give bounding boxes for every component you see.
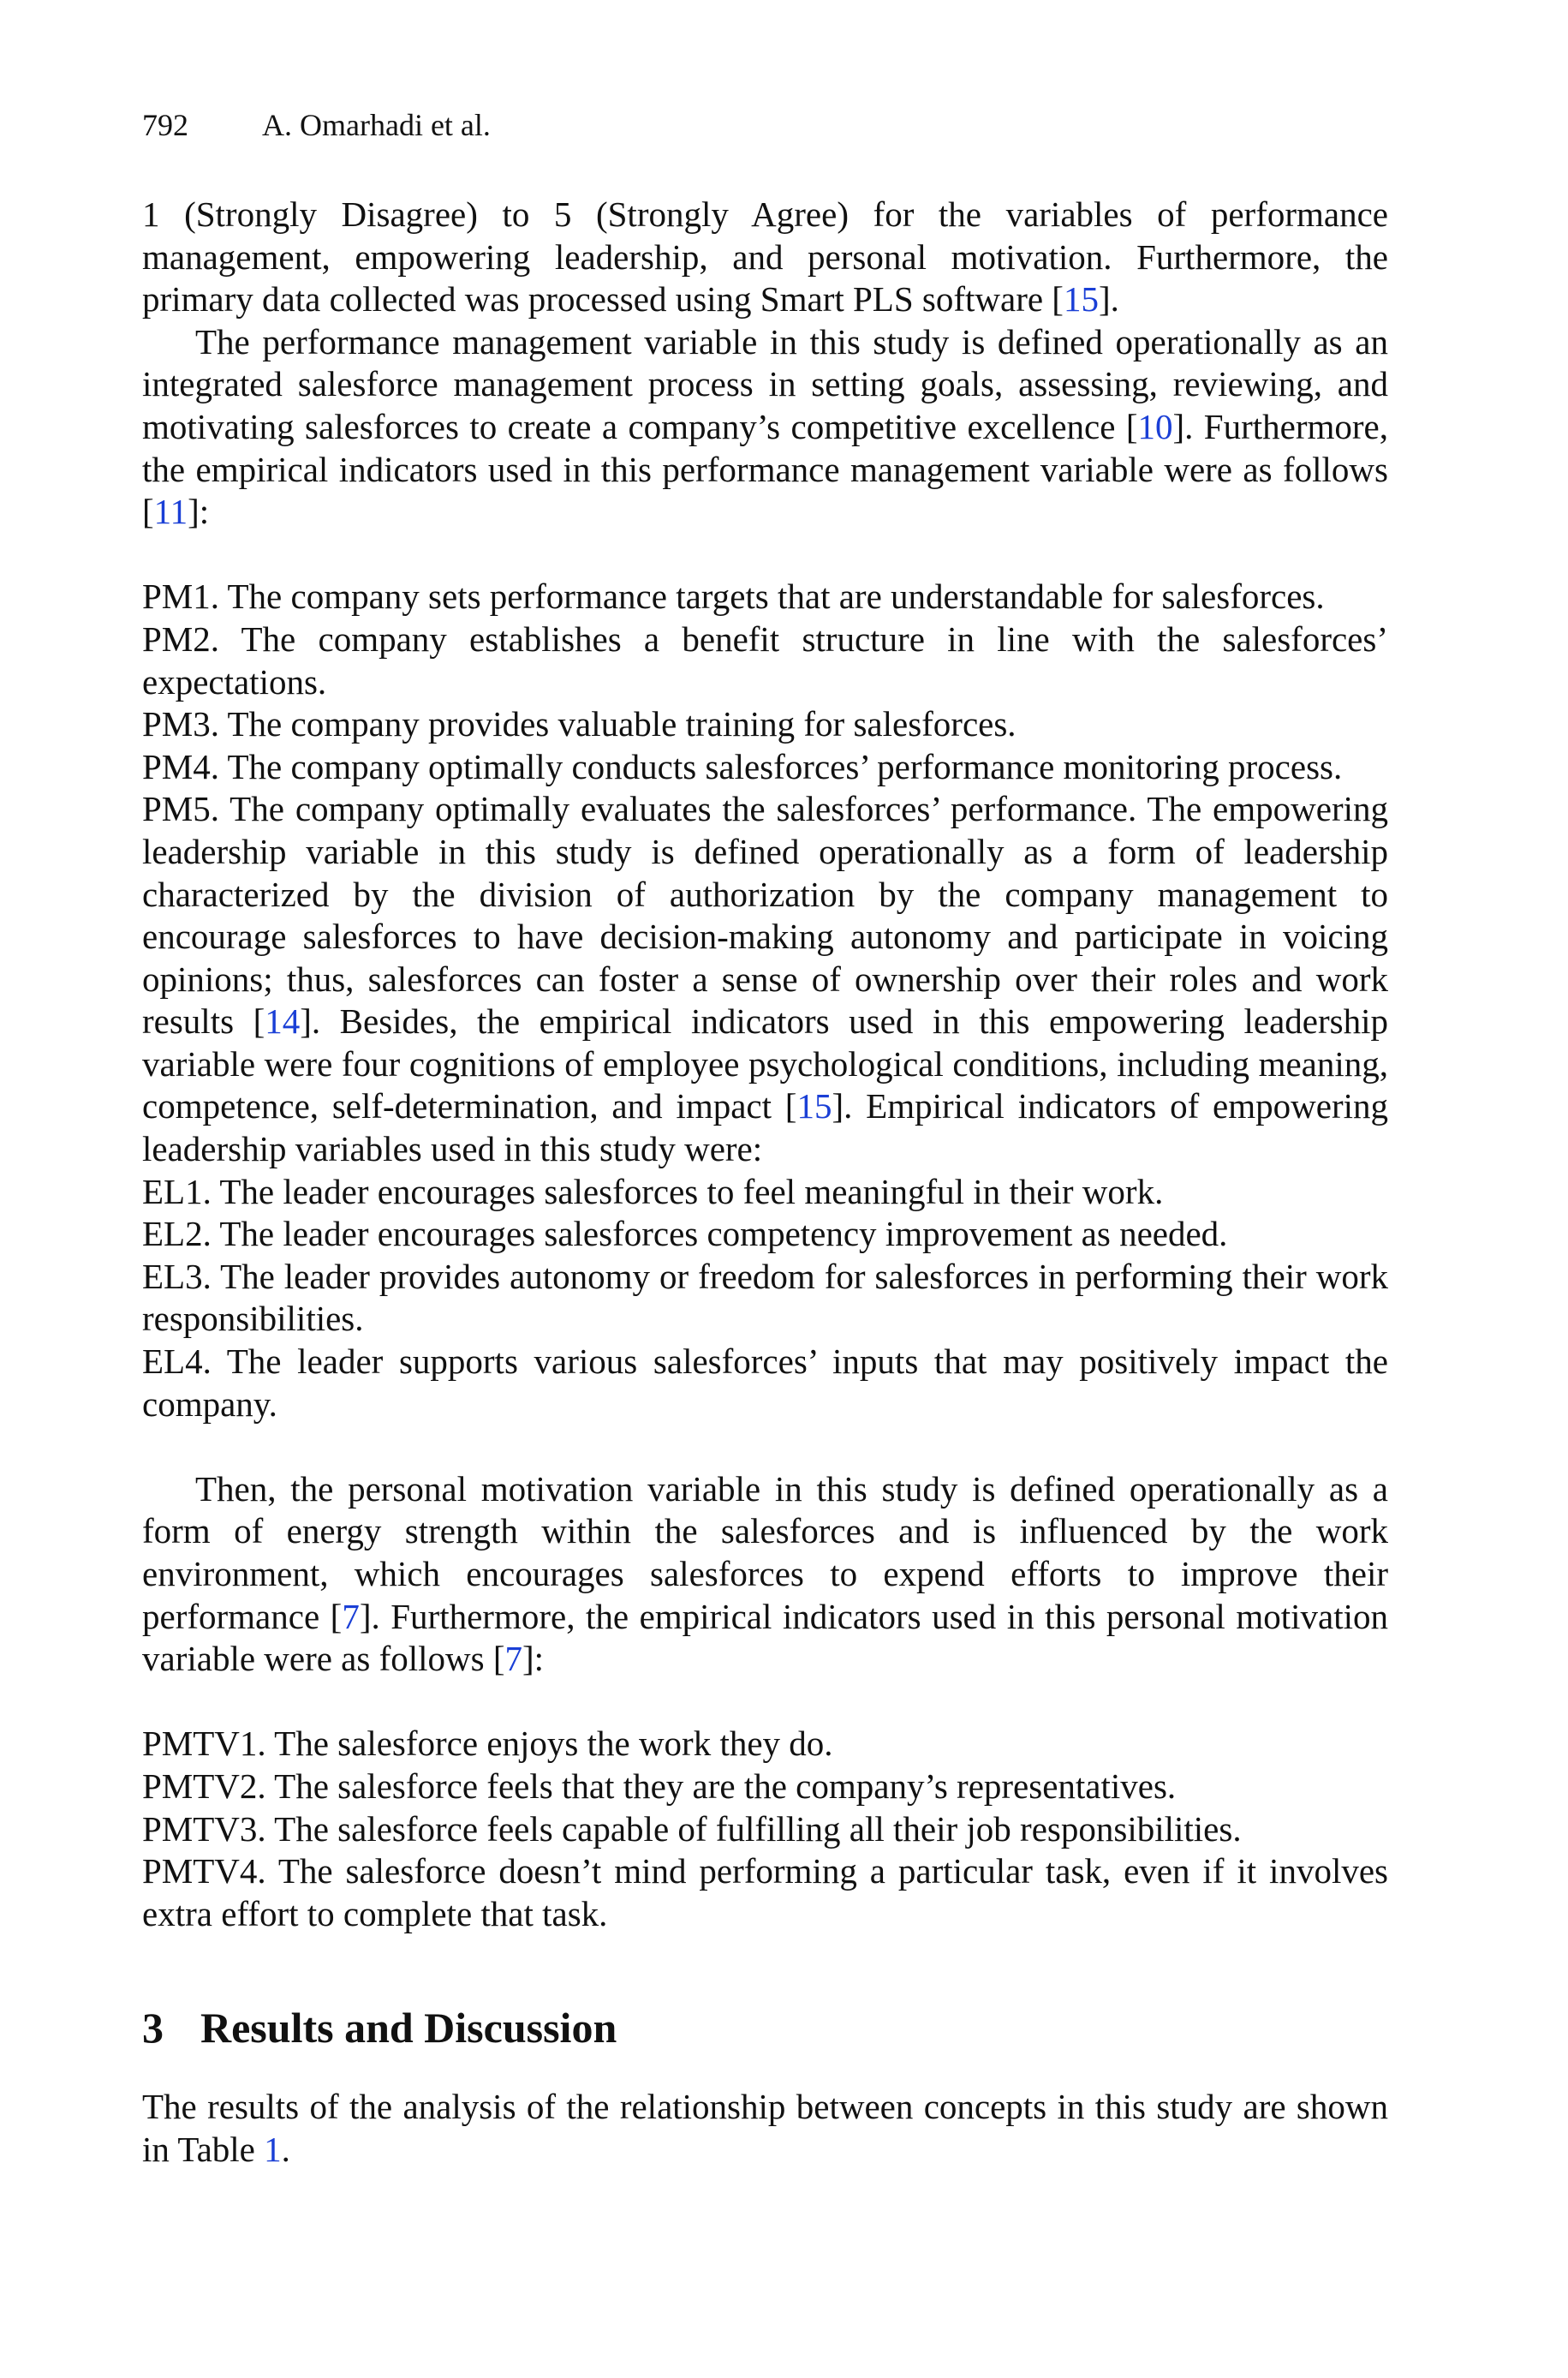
indicator-pmtv2: PMTV2. The salesforce feels that they are the company’s representatives. bbox=[142, 1766, 1177, 1806]
text-run: ]. bbox=[1098, 279, 1119, 320]
citation-link[interactable]: 15 bbox=[1063, 279, 1099, 320]
spacer bbox=[142, 1935, 1388, 2002]
citation-link[interactable]: 14 bbox=[265, 1001, 301, 1042]
text-run: Then, the personal motivation variable in this study is defined operationally as a form of energy strength within the salesforces and is influenced by the work environment, which encourages salesforces to expend efforts to improve their performance [ bbox=[142, 1468, 1388, 1636]
indicator-pmtv4: PMTV4. The salesforce doesn’t mind performing a particular task, even if it involves extra effort to complete that task. bbox=[142, 1851, 1388, 1933]
body-text bbox=[142, 194, 1388, 2172]
section-title: Results and Discussion bbox=[200, 2004, 617, 2052]
indicator-el1: EL1. The leader encourages salesforces to feel meaningful in their work. bbox=[142, 1171, 1164, 1211]
indicator-el4: EL4. The leader supports various salesforces’ inputs that may positively impact the company. bbox=[142, 1341, 1388, 1424]
citation-link[interactable]: 10 bbox=[1137, 406, 1173, 446]
indicator-pm2: PM2. The company establishes a benefit structure in line with the salesforces’ expectations. bbox=[142, 618, 1388, 702]
page-number: 792 bbox=[142, 108, 188, 142]
text-run: ]: bbox=[188, 492, 210, 532]
spacer bbox=[142, 534, 1388, 577]
text-run: ]. Besides, the empirical indicators used in this empowering leadership variable were four cognitions of employee psychological conditions, including meaning, competence, self-determination, and impact [ bbox=[142, 1001, 1388, 1126]
paragraph-personal-motivation bbox=[142, 1468, 1388, 1681]
indicator-pm1: PM1. The company sets performance targets that are understandable for salesforces. bbox=[142, 577, 1325, 617]
indicator-el2: EL2. The leader encourages salesforces competency improvement as needed. bbox=[142, 1214, 1228, 1254]
indicator-el3: EL3. The leader provides autonomy or freedom for salesforces in performing their work responsibilities. bbox=[142, 1256, 1388, 1339]
spacer bbox=[142, 2053, 1388, 2086]
text-run: The results of the analysis of the relationship between concepts in this study are shown in Table bbox=[142, 2087, 1388, 2169]
paragraph-performance-management bbox=[142, 321, 1388, 534]
citation-link[interactable]: 15 bbox=[796, 1086, 832, 1126]
paragraph-results bbox=[142, 2086, 1388, 2171]
spacer bbox=[142, 1425, 1388, 1468]
text-run: ]. Furthermore, the empirical indicators used in this performance management variable were as follows [ bbox=[142, 406, 1388, 532]
text-run: ]: bbox=[522, 1639, 545, 1679]
text-run: The performance management variable in this study is defined operationally as an integrated salesforce management process in setting goals, assessing, reviewing, and motivating salesforces to create a company’s competitive excellence [ bbox=[142, 321, 1388, 446]
indicator-pmtv3: PMTV3. The salesforce feels capable of fulfilling all their job responsibilities. bbox=[142, 1808, 1242, 1849]
indicator-pm3: PM3. The company provides valuable training for salesforces. bbox=[142, 704, 1017, 744]
text-run: ]. Empirical indicators of empowering leadership variables used in this study were: bbox=[142, 1086, 1388, 1169]
citation-link[interactable]: 7 bbox=[504, 1639, 522, 1679]
text-run: 1 (Strongly Disagree) to 5 (Strongly Agree) for the variables of performance management, empowering leadership, and personal motivation. Furthermore, the primary data collected was processed using Smart PLS software [ bbox=[142, 194, 1388, 320]
text-run: PM5. The company optimally evaluates the salesforces’ performance. The empowering leadership variable in this study is defined operationally as a form of leadership characterized by the division of authorization by the company management to encourage salesforces to have decision-making autonomy and participate in voicing opinions; thus, salesforces can foster a sense of ownership over their roles and work results [ bbox=[142, 789, 1388, 1042]
section-number: 3 bbox=[142, 2004, 164, 2052]
citation-link[interactable]: 11 bbox=[153, 492, 188, 532]
section-heading bbox=[142, 2002, 1388, 2053]
running-authors: A. Omarhadi et al. bbox=[262, 108, 491, 142]
running-header bbox=[142, 105, 491, 146]
spacer bbox=[142, 1681, 1388, 1724]
indicator-pmtv1: PMTV1. The salesforce enjoys the work they do. bbox=[142, 1724, 833, 1764]
citation-link[interactable]: 7 bbox=[342, 1596, 360, 1636]
text-run: . bbox=[281, 2129, 290, 2169]
paragraph-scale bbox=[142, 194, 1388, 321]
indicator-pm5 bbox=[142, 788, 1388, 1170]
text-run: ]. Furthermore, the empirical indicators used in this personal motivation variable were as follows [ bbox=[142, 1596, 1388, 1679]
indicator-pm4: PM4. The company optimally conducts salesforces’ performance monitoring process. bbox=[142, 746, 1343, 786]
table-reference-link[interactable]: 1 bbox=[264, 2129, 282, 2169]
